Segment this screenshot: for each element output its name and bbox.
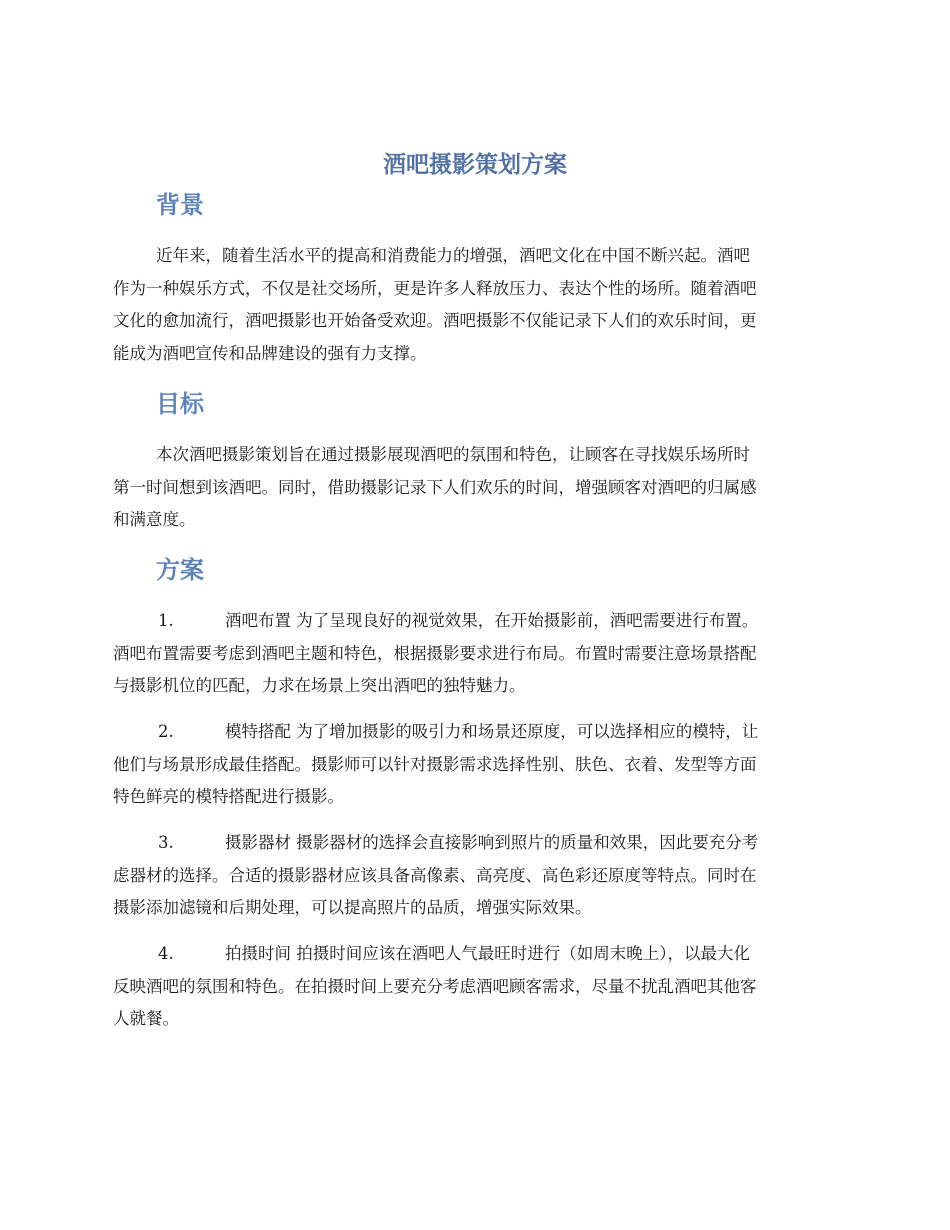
plan-item-1 [113, 605, 839, 703]
paragraph-line: 特色鲜亮的模特搭配进行摄影。 [113, 787, 344, 806]
paragraph-line: 摄影添加滤镜和后期处理，可以提高照片的品质，增强实际效果。 [113, 898, 592, 917]
list-item-first-line: 拍摄时间 拍摄时间应该在酒吧人气最旺时进行（如周末晚上），以最大化 [225, 944, 750, 963]
list-item-first-line: 模特搭配 为了增加摄影的吸引力和场景还原度，可以选择相应的模特，让 [225, 722, 759, 741]
paragraph-line: 作为一种娱乐方式，不仅是社交场所，更是许多人释放压力、表达个性的场所。随着酒吧 [113, 278, 757, 298]
list-number: 2. [158, 722, 174, 741]
heading-plan: 方案 [156, 556, 204, 584]
paragraph-line: 近年来，随着生活水平的提高和消费能力的增强，酒吧文化在中国不断兴起。酒吧 [156, 246, 750, 265]
plan-item-4 [113, 938, 839, 1036]
list-number: 1. [158, 611, 174, 630]
plan-item-2 [113, 716, 839, 814]
paragraph-line: 反映酒吧的氛围和特色。在拍摄时间上要充分考虑酒吧顾客需求，尽量不扰乱酒吧其他客 [113, 976, 757, 996]
goal-paragraph [113, 439, 839, 537]
document-title: 酒吧摄影策划方案 [383, 152, 567, 178]
paragraph-line: 本次酒吧摄影策划旨在通过摄影展现酒吧的氛围和特色，让顾客在寻找娱乐场所时 [156, 445, 750, 464]
list-item-first-line: 酒吧布置 为了呈现良好的视觉效果，在开始摄影前，酒吧需要进行布置。 [225, 611, 759, 630]
plan-item-3 [113, 827, 839, 925]
paragraph-line: 能成为酒吧宣传和品牌建设的强有力支撑。 [113, 343, 427, 363]
paragraph-line: 人就餐。 [113, 1009, 179, 1028]
paragraph-line: 虑器材的选择。合适的摄影器材应该具备高像素、高亮度、高色彩还原度等特点。同时在 [113, 865, 757, 885]
background-paragraph [113, 240, 839, 370]
paragraph-line: 文化的愈加流行，酒吧摄影也开始备受欢迎。酒吧摄影不仅能记录下人们的欢乐时间，更 [113, 311, 757, 330]
paragraph-line: 他们与场景形成最佳搭配。摄影师可以针对摄影需求选择性别、肤色、衣着、发型等方面 [113, 754, 757, 774]
heading-goal: 目标 [156, 390, 204, 418]
paragraph-line: 和满意度。 [113, 510, 196, 529]
list-number: 3. [158, 833, 174, 852]
paragraph-line: 与摄影机位的匹配，力求在场景上突出酒吧的独特魅力。 [113, 676, 526, 695]
list-item-first-line: 摄影器材 摄影器材的选择会直接影响到照片的质量和效果，因此要充分考 [225, 833, 759, 852]
list-number: 4. [158, 944, 174, 963]
paragraph-line: 酒吧布置需要考虑到酒吧主题和特色，根据摄影要求进行布局。布置时需要注意场景搭配 [113, 643, 757, 663]
paragraph-line: 第一时间想到该酒吧。同时，借助摄影记录下人们欢乐的时间，增强顾客对酒吧的归属感 [113, 477, 757, 497]
heading-background: 背景 [156, 191, 204, 219]
